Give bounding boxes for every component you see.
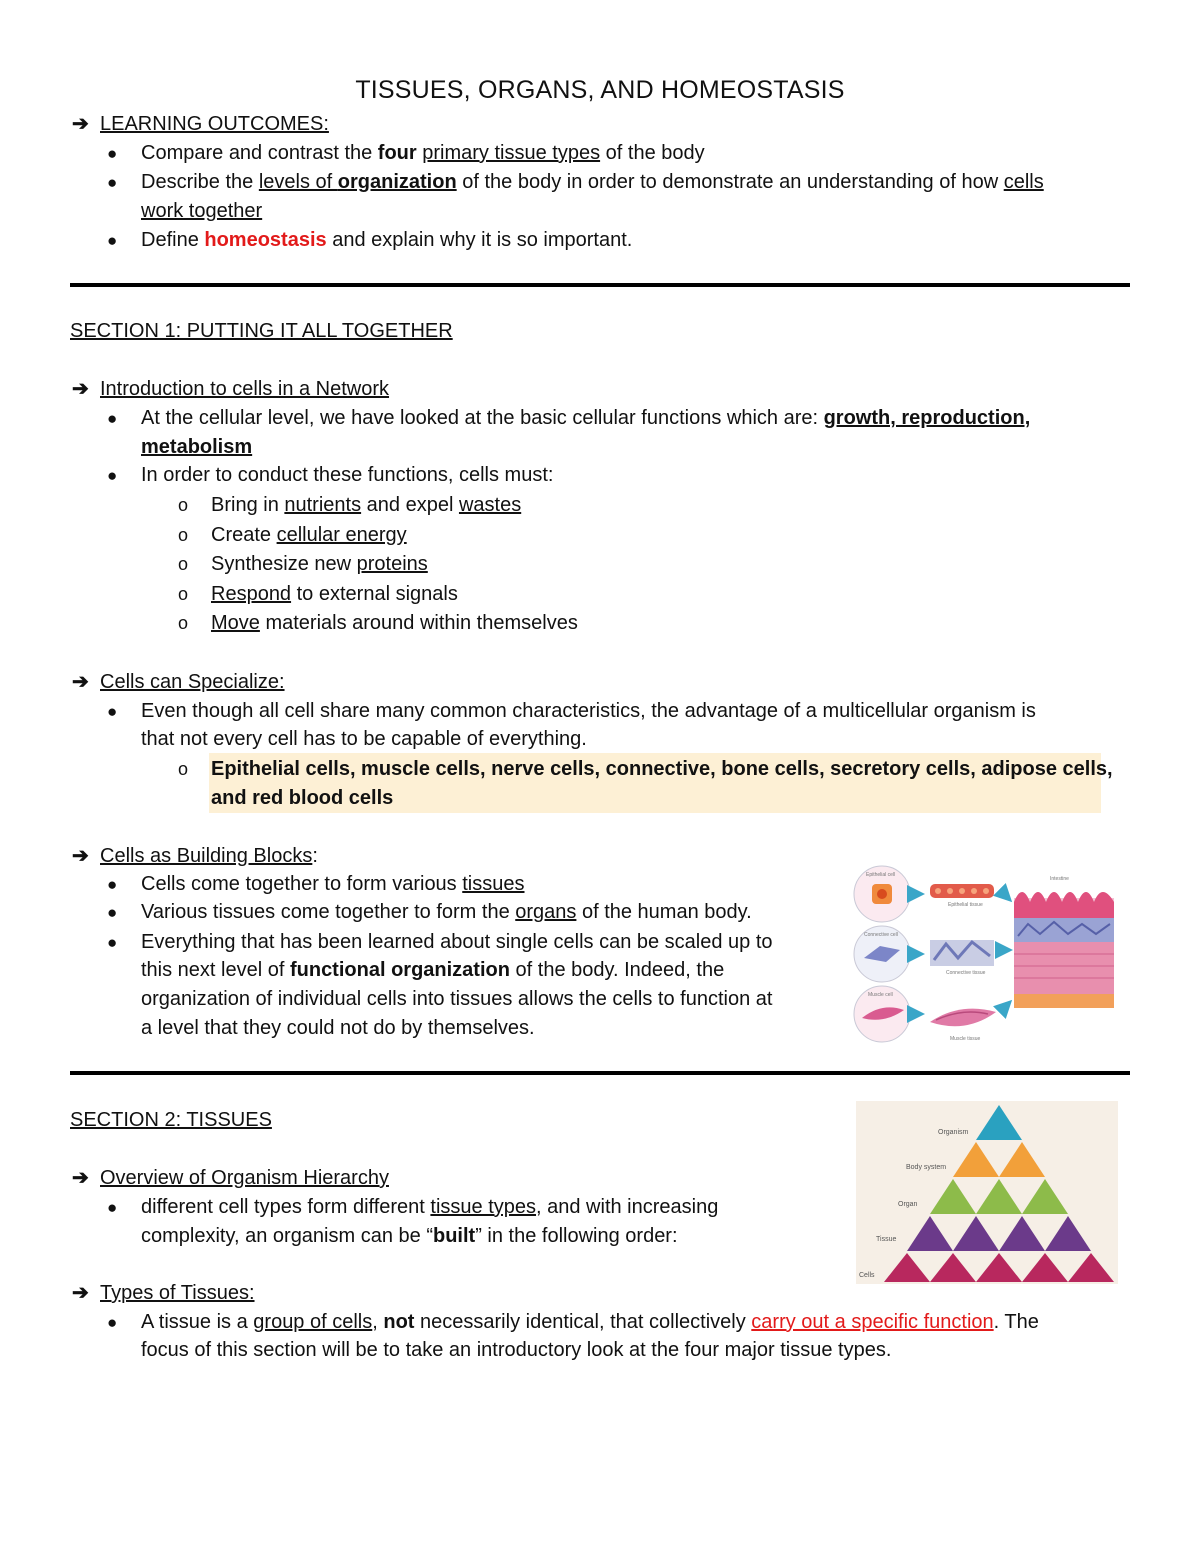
svg-text:Connective cell: Connective cell — [864, 932, 898, 938]
arrow-right-icon: ➔ — [72, 113, 89, 135]
bullet-icon: ● — [107, 702, 118, 721]
sub-item: Move materials around within themselves — [211, 612, 578, 634]
sub-item: Create cellular energy — [211, 524, 407, 546]
pyramid-label: Tissue — [876, 1236, 897, 1243]
svg-text:Epithelial tissue: Epithelial tissue — [948, 902, 983, 908]
circle-bullet-icon: o — [178, 495, 189, 515]
types-item: A tissue is a group of cells, not necessarily identical, that collectively carry out a specific function. The — [141, 1311, 1039, 1333]
bullet-icon: ● — [107, 466, 118, 485]
intro-heading: ➔ Introduction to cells in a Network — [72, 375, 389, 404]
svg-text:Muscle cell: Muscle cell — [868, 992, 893, 998]
circle-bullet-icon: o — [178, 759, 189, 779]
intro-item-cont: metabolism — [141, 436, 253, 458]
blocks-item-cont: organization of individual cells into tissues allows the cells to function at — [141, 988, 773, 1010]
muscle-tissue — [930, 1009, 996, 1042]
svg-text:Intestine: Intestine — [1050, 876, 1069, 882]
svg-text:Epithelial cell: Epithelial cell — [866, 872, 896, 878]
cells-to-organ-diagram — [850, 862, 1120, 1046]
pyramid-label: Organism — [938, 1129, 969, 1136]
arrow-right-icon: ➔ — [72, 845, 89, 867]
specialize-item: Even though all cell share many common characteristics, the advantage of a multicellular organism is — [141, 700, 1036, 722]
arrow-right-icon: ➔ — [72, 378, 89, 400]
arrow-right-icon: ➔ — [72, 1282, 89, 1304]
circle-bullet-icon: o — [178, 554, 189, 574]
circle-bullet-icon: o — [178, 584, 189, 604]
outcome-item: Define homeostasis and explain why it is so important. — [141, 229, 633, 251]
heading-text: LEARNING OUTCOMES: — [100, 113, 329, 135]
outcome-item-cont: work together — [141, 200, 263, 222]
section-2-heading: SECTION 2: TISSUES — [70, 1109, 272, 1131]
organism-hierarchy-pyramid — [856, 1101, 1118, 1284]
pyramid-label: Body system — [906, 1164, 947, 1171]
outcome-item: Describe the levels of organization of the body in order to demonstrate an understanding of how cells — [141, 171, 1044, 193]
types-heading: ➔ Types of Tissues: — [72, 1279, 255, 1308]
sub-item: Bring in nutrients and expel wastes — [211, 494, 522, 516]
section-1-heading: SECTION 1: PUTTING IT ALL TOGETHER — [70, 320, 453, 342]
bullet-icon: ● — [107, 1313, 118, 1332]
bullet-icon: ● — [107, 903, 118, 922]
overview-item: different cell types form different tissue types, and with increasing — [141, 1196, 719, 1218]
circle-bullet-icon: o — [178, 525, 189, 545]
outcome-item: Compare and contrast the four primary tissue types of the body — [141, 142, 705, 164]
sub-item: Synthesize new proteins — [211, 553, 428, 575]
blocks-item-cont: a level that they could not do by themselves. — [141, 1017, 535, 1039]
intro-item: In order to conduct these functions, cells must: — [141, 464, 554, 486]
blocks-item: Various tissues come together to form the organs of the human body. — [141, 901, 752, 923]
bullet-icon: ● — [107, 231, 118, 250]
section-divider — [70, 1071, 1130, 1075]
bullet-icon: ● — [107, 875, 118, 894]
circle-bullet-icon: o — [178, 613, 189, 633]
bullet-icon: ● — [107, 409, 118, 428]
sub-item: Respond to external signals — [211, 583, 458, 605]
connective-cell-circle — [854, 926, 910, 982]
arrow-right-icon: ➔ — [72, 671, 89, 693]
epithelial-cell-circle — [854, 866, 910, 922]
intestine-organ — [1014, 876, 1114, 1008]
cell-types-item: Epithelial cells, muscle cells, nerve cells, connective, bone cells, secretory cells, adipose cells, — [211, 758, 1113, 780]
building-blocks-heading: ➔ Cells as Building Blocks: — [72, 842, 318, 871]
pyramid-label: Cells — [859, 1272, 875, 1279]
blocks-item: Everything that has been learned about single cells can be scaled up to — [141, 931, 773, 953]
specialize-heading: ➔ Cells can Specialize: — [72, 668, 285, 697]
bullet-icon: ● — [107, 173, 118, 192]
page-title: TISSUES, ORGANS, AND HOMEOSTASIS — [355, 76, 845, 104]
svg-text:Muscle tissue: Muscle tissue — [950, 1036, 981, 1042]
bullet-icon: ● — [107, 144, 118, 163]
specialize-item-cont: that not every cell has to be capable of everything. — [141, 728, 587, 750]
types-item-cont: focus of this section will be to take an introductory look at the four major tissue types. — [141, 1339, 892, 1361]
learning-outcomes-heading — [72, 110, 329, 139]
overview-item-cont: complexity, an organism can be “built” in the following order: — [141, 1225, 678, 1247]
connective-tissue — [930, 940, 994, 976]
bullet-icon: ● — [107, 1198, 118, 1217]
arrow-right-icon: ➔ — [72, 1167, 89, 1189]
epithelial-tissue — [930, 884, 994, 908]
cell-types-item-cont: and red blood cells — [211, 787, 394, 809]
pyramid-label: Organ — [898, 1201, 918, 1208]
overview-heading: ➔ Overview of Organism Hierarchy — [72, 1164, 389, 1193]
svg-text:Connective tissue: Connective tissue — [946, 970, 986, 976]
bullet-icon: ● — [107, 933, 118, 952]
muscle-cell-circle — [854, 986, 910, 1042]
blocks-item: Cells come together to form various tissues — [141, 873, 525, 895]
section-divider — [70, 283, 1130, 287]
intro-item: At the cellular level, we have looked at the basic cellular functions which are: growth, reproduction, — [141, 407, 1031, 429]
blocks-item-cont: this next level of functional organization of the body. Indeed, the — [141, 959, 725, 981]
